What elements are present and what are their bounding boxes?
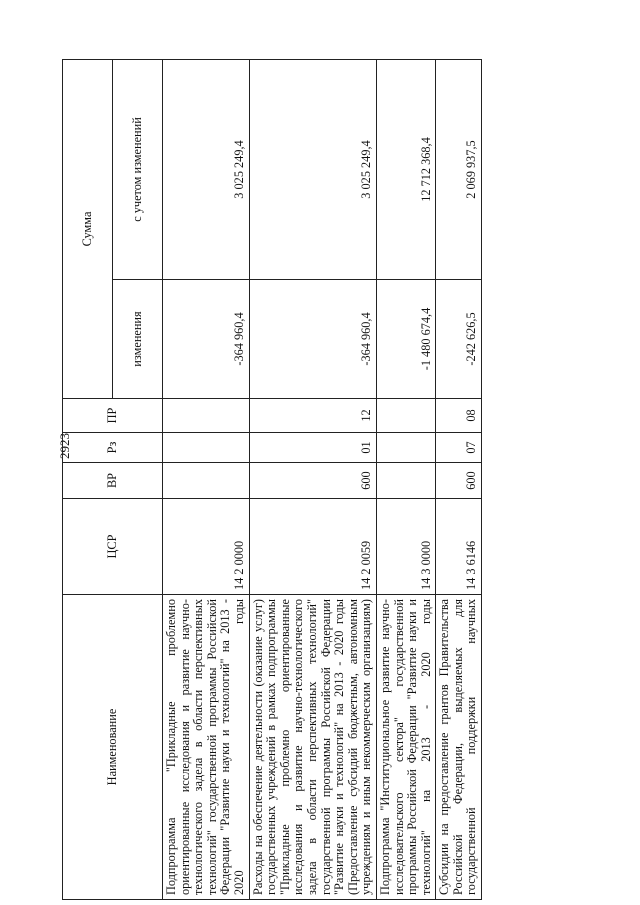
row-pr: 12 (249, 399, 376, 433)
row-vr: 600 (249, 463, 376, 499)
page-number: 2923 (57, 433, 72, 459)
row-name: Подпрограмма "Институциональное развитие научно-исследовательского сектора" государственной программы Российской Федерации "Развитие науки и технологий" на 2013 - 2020 годы (376, 595, 435, 900)
row-rz (163, 433, 250, 463)
row-pr: 08 (436, 399, 482, 433)
header-with-change: с учетом изменений (113, 59, 163, 279)
header-pr: ПР (63, 399, 163, 433)
header-csr: ЦСР (63, 499, 163, 595)
header-change: изменения (113, 280, 163, 399)
row-pr (376, 399, 435, 433)
row-rz: 07 (436, 433, 482, 463)
row-name: Расходы на обеспечение деятельности (оказание услуг) государственных учреждений в рамках подпрограммы "Прикладные проблемно ориентированные исследования и развитие научно-технологического задела в области перспективных технологий" государственной программы Российской Федерации "Развитие науки и технологий" на 2013 - 2020 годы (Предоставление субсидий бюджетным, автономным учреждениям и иным некоммерческим организациям) (249, 595, 376, 900)
row-with-change: 3 025 249,4 (249, 59, 376, 279)
row-csr: 14 3 6146 (436, 499, 482, 595)
header-row (63, 59, 113, 899)
row-name: Подпрограмма "Прикладные проблемно ориентированные исследования и развитие научно-технологического задела в области перспективных технологий" государственной программы Российской Федерации "Развитие науки и технологий" на 2013 - 2020 годы (163, 595, 250, 900)
row-change: -1 480 674,4 (376, 280, 435, 399)
row-change: -364 960,4 (249, 280, 376, 399)
header-sum: Сумма (63, 59, 113, 398)
row-vr: 600 (436, 463, 482, 499)
row-name: Субсидии на предоставление грантов Правительства Российской Федерации, выделяемых для государственной поддержки научных (436, 595, 482, 900)
table-row (436, 59, 482, 899)
row-csr: 14 3 0000 (376, 499, 435, 595)
row-pr (163, 399, 250, 433)
header-vr: ВР (63, 463, 163, 499)
row-rz (376, 433, 435, 463)
header-name: Наименование (63, 595, 163, 900)
table-row (163, 59, 250, 899)
budget-table (62, 59, 482, 900)
row-vr (163, 463, 250, 499)
row-with-change: 2 069 937,5 (436, 59, 482, 279)
row-change: -364 960,4 (163, 280, 250, 399)
row-change: -242 626,5 (436, 280, 482, 399)
row-csr: 14 2 0059 (249, 499, 376, 595)
row-vr (376, 463, 435, 499)
row-with-change: 12 712 368,4 (376, 59, 435, 279)
header-rz: Рз (63, 433, 163, 463)
row-rz: 01 (249, 433, 376, 463)
row-with-change: 3 025 249,4 (163, 59, 250, 279)
row-csr: 14 2 0000 (163, 499, 250, 595)
table-row (249, 59, 376, 899)
table-row (376, 59, 435, 899)
